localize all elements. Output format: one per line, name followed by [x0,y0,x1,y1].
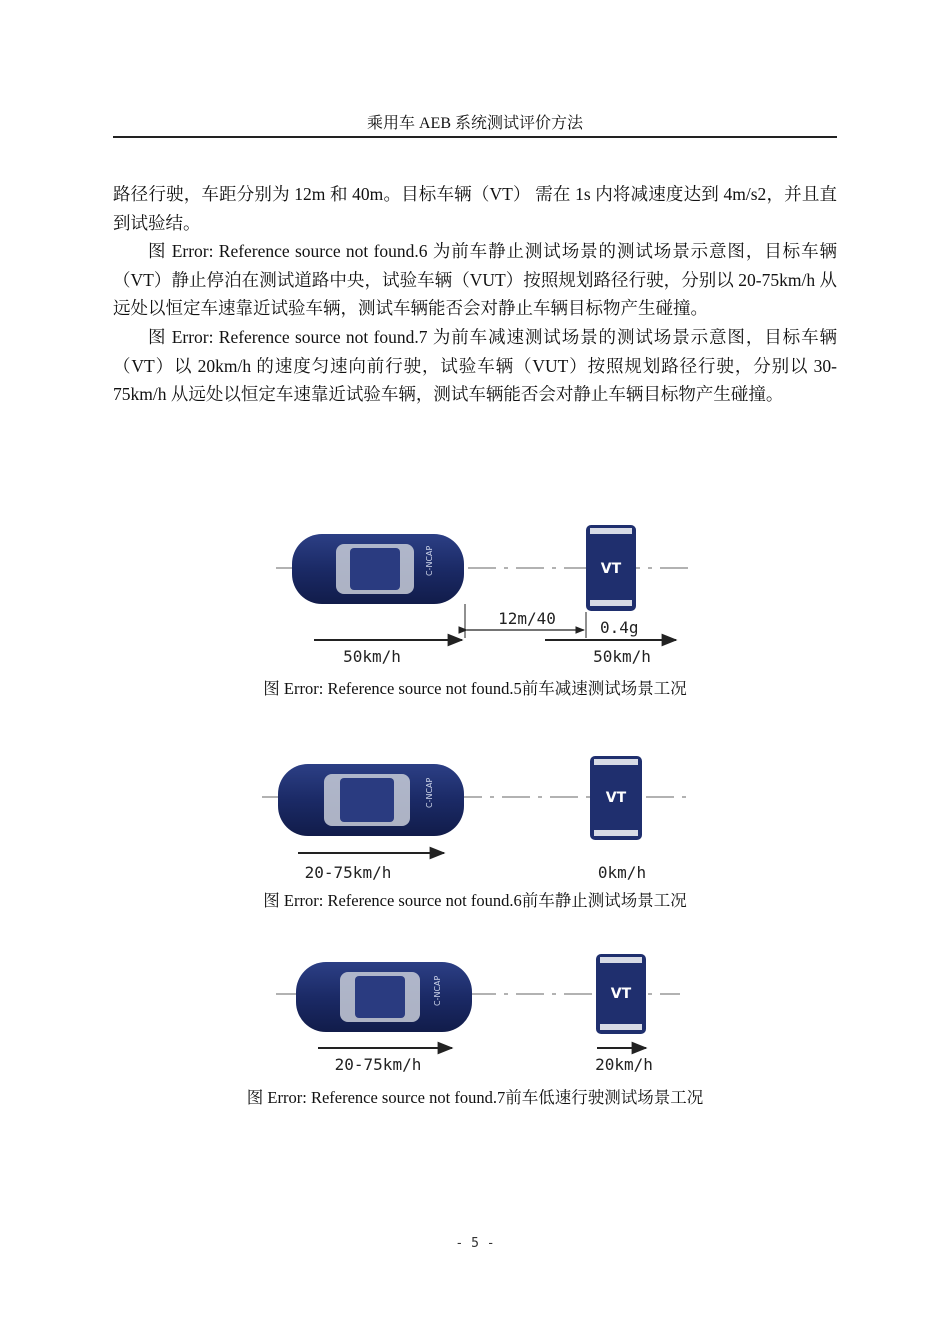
svg-text:VT: VT [600,561,622,577]
svg-text:VT: VT [610,986,632,1002]
vut-car-icon [292,534,464,604]
page-header [113,112,837,138]
header-title: 乘用车 AEB 系统测试评价方法 [366,115,583,132]
figure-1-diagram [0,520,950,670]
vt-speed-label: 20km/h [595,1055,653,1074]
svg-text:C-NCAP: C-NCAP [433,975,442,1006]
page-number: - 5 - [455,1236,495,1251]
vt-speed-label: 50km/h [593,647,651,666]
paragraph-3: 图 Error: Reference source not found.7 为前车减速测试场景的测试场景示意图，目标车辆（VT）以 20km/h 的速度匀速向前行驶，试验车辆（VUT）按照规划路径行驶，分别以 30-75km/h 从远处以恒定车速靠近试验车辆，测试车辆能否会对静止车辆目标物产生碰撞。 [113,326,837,405]
vut-speed-label: 50km/h [343,647,401,666]
distance-label: 12m/40 [498,609,556,628]
body-text [113,180,837,409]
paragraph-2: 图 Error: Reference source not found.6 为前车静止测试场景的测试场景示意图，目标车辆（VT）静止停泊在测试道路中央，试验车辆（VUT）按照规划路径行驶，分别以 20-75km/h 从远处以恒定车速靠近试验车辆，测试车辆能否会对静止车辆目标物产生碰撞。 [113,241,837,319]
svg-text:VT: VT [605,790,627,806]
paragraph-1: 路径行驶，车距分别为 12m 和 40m。目标车辆（VT） 需在 1s 内将减速度达到 4m/s2，并且直到试验结。 [113,184,837,233]
vt-vehicle-icon [596,954,646,1034]
vt-vehicle-icon [590,756,642,840]
figure-3-diagram [0,950,950,1080]
vut-speed-label: 20-75km/h [334,1055,422,1074]
figure-2-diagram [0,752,950,887]
vt-speed-label: 0km/h [597,863,647,882]
vt-vehicle-icon [586,525,636,611]
vut-car-icon [296,962,472,1032]
figure-2-caption: 图 Error: Reference source not found.6前车静止测试场景工况 [263,891,687,910]
figure-1-caption: 图 Error: Reference source not found.5前车减速测试场景工况 [263,679,687,698]
vut-speed-label: 20-75km/h [304,863,392,882]
figure-3-caption: 图 Error: Reference source not found.7前车低速行驶测试场景工况 [246,1088,704,1107]
svg-text:C-NCAP: C-NCAP [425,777,434,808]
decel-label: 0.4g [600,618,639,637]
vut-car-icon [278,764,464,836]
svg-text:C-NCAP: C-NCAP [425,545,434,576]
